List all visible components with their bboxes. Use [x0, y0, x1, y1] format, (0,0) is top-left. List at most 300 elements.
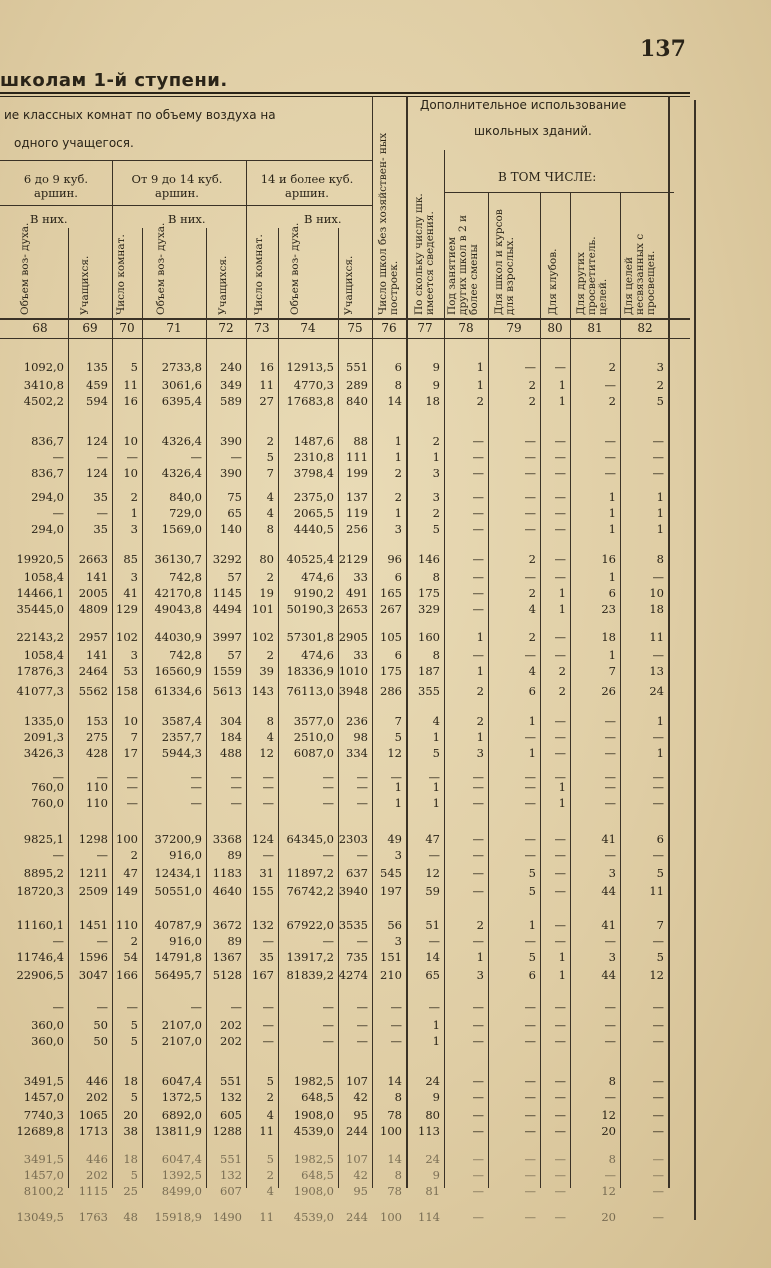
table-cell: — — [524, 848, 536, 862]
table-cell: 5 — [130, 360, 138, 374]
column-number: 76 — [381, 321, 397, 335]
table-cell: 1058,4 — [23, 648, 64, 662]
table-cell: 294,0 — [31, 522, 64, 536]
table-cell: 22143,2 — [16, 630, 64, 644]
table-cell: 202 — [220, 1018, 242, 1032]
table-cell: 27 — [259, 394, 274, 408]
table-cell: 35445,0 — [16, 602, 64, 616]
table-cell: 1 — [558, 378, 566, 392]
table-cell: 3940 — [338, 884, 368, 898]
table-cell: 1 — [432, 780, 440, 794]
table-cell: — — [652, 1074, 664, 1088]
table-cell: — — [96, 848, 108, 862]
table-cell: 1372,5 — [161, 1090, 202, 1104]
table-cell: — — [652, 730, 664, 744]
table-cell: 840 — [346, 394, 368, 408]
table-cell: 14 — [387, 1152, 402, 1166]
table-cell: — — [652, 466, 664, 480]
table-cell: — — [230, 450, 242, 464]
table-cell: — — [230, 770, 242, 784]
table-cell: — — [126, 770, 138, 784]
table-cell: 199 — [346, 466, 368, 480]
table-cell: 56495,7 — [154, 968, 202, 982]
table-cell: 42170,8 — [154, 586, 202, 600]
table-cell: — — [524, 1034, 536, 1048]
table-cell: 2005 — [78, 586, 108, 600]
table-cell: 1 — [476, 360, 484, 374]
table-cell: 151 — [380, 950, 402, 964]
table-cell: 3 — [656, 360, 664, 374]
table-cell: 1 — [476, 378, 484, 392]
table-cell: — — [190, 450, 202, 464]
table-cell: 5613 — [212, 684, 242, 698]
table-cell: — — [472, 450, 484, 464]
table-cell: 4326,4 — [161, 434, 202, 448]
table-cell: 132 — [252, 918, 274, 932]
table-cell: 5 — [266, 1074, 274, 1088]
table-cell: 240 — [220, 360, 242, 374]
table-cell: 49043,8 — [154, 602, 202, 616]
table-cell: — — [604, 1090, 616, 1104]
table-cell: — — [652, 1090, 664, 1104]
table-cell: — — [604, 934, 616, 948]
table-cell: — — [554, 1090, 566, 1104]
table-cell: 2957 — [78, 630, 108, 644]
table-cell: 607 — [220, 1184, 242, 1198]
table-cell: 9190,2 — [293, 586, 334, 600]
col-air-volume-2: Объем воз- духа. — [155, 222, 167, 315]
table-cell: 51 — [425, 918, 440, 932]
col-students-2: Учащихся. — [217, 255, 229, 315]
table-cell: — — [652, 1108, 664, 1122]
table-cell: 119 — [346, 506, 368, 520]
table-cell: 210 — [380, 968, 402, 982]
table-cell: 1 — [558, 602, 566, 616]
column-number: 71 — [166, 321, 182, 335]
table-cell: 61334,6 — [154, 684, 202, 698]
table-cell: — — [322, 934, 334, 948]
table-cell: — — [472, 1152, 484, 1166]
table-cell: 545 — [380, 866, 402, 880]
table-cell: — — [52, 1000, 64, 1014]
table-cell: — — [554, 832, 566, 846]
table-cell: 9 — [432, 378, 440, 392]
table-cell: 1 — [656, 506, 664, 520]
table-cell: — — [604, 746, 616, 760]
table-cell: 2509 — [78, 884, 108, 898]
table-cell: — — [52, 450, 64, 464]
table-cell: — — [554, 1074, 566, 1088]
table-cell: 9 — [432, 360, 440, 374]
table-cell: — — [356, 848, 368, 862]
table-cell: — — [322, 1000, 334, 1014]
table-cell: 100 — [380, 1210, 402, 1224]
table-cell: 8 — [266, 714, 274, 728]
table-cell: — — [472, 780, 484, 794]
table-cell: — — [52, 770, 64, 784]
table-cell: — — [554, 1124, 566, 1138]
table-cell: — — [262, 934, 274, 948]
table-cell: 6 — [656, 832, 664, 846]
table-cell: 132 — [220, 1168, 242, 1182]
col-known: По скольку числу шк. имеется сведения. — [413, 193, 436, 315]
table-cell: 2 — [608, 394, 616, 408]
table-cell: — — [554, 934, 566, 948]
table-cell: 14 — [425, 950, 440, 964]
table-cell: 7 — [608, 664, 616, 678]
table-cell: 8895,2 — [23, 866, 64, 880]
table-cell: 141 — [86, 570, 108, 584]
table-cell: — — [472, 848, 484, 862]
table-cell: 100 — [116, 832, 138, 846]
table-cell: 4 — [528, 602, 536, 616]
table-cell: 3410,8 — [23, 378, 64, 392]
col-rooms-3: Число комнат. — [253, 234, 265, 315]
table-cell: 2733,8 — [161, 360, 202, 374]
table-cell: 102 — [252, 630, 274, 644]
table-cell: — — [524, 780, 536, 794]
table-cell: 50551,0 — [154, 884, 202, 898]
table-cell: — — [604, 1168, 616, 1182]
table-cell: — — [524, 1000, 536, 1014]
table-cell: — — [472, 586, 484, 600]
table-cell: — — [96, 450, 108, 464]
table-cell: 2 — [130, 934, 138, 948]
table-cell: 8499,0 — [161, 1184, 202, 1198]
table-cell: 175 — [418, 586, 440, 600]
table-cell: 1763 — [78, 1210, 108, 1224]
table-cell: 1 — [608, 490, 616, 504]
table-cell: 67922,0 — [286, 918, 334, 932]
table-cell: 20 — [601, 1124, 616, 1138]
table-cell: 1982,5 — [293, 1152, 334, 1166]
table-cell: 101 — [252, 602, 274, 616]
table-cell: — — [652, 848, 664, 862]
table-cell: 8 — [608, 1152, 616, 1166]
table-cell: 2 — [432, 506, 440, 520]
table-cell: 6 — [608, 586, 616, 600]
table-cell: 3368 — [212, 832, 242, 846]
table-cell: 56 — [387, 918, 402, 932]
table-cell: 110 — [86, 780, 108, 794]
table-cell: 78 — [387, 1108, 402, 1122]
table-cell: — — [524, 1074, 536, 1088]
table-cell: 6 — [394, 360, 402, 374]
table-cell: 132 — [220, 1090, 242, 1104]
table-cell: 488 — [220, 746, 242, 760]
col-rooms-2: Число комнат. — [115, 234, 127, 315]
table-cell: 12689,8 — [16, 1124, 64, 1138]
table-cell: 65 — [227, 506, 242, 520]
table-cell: 88 — [353, 434, 368, 448]
table-cell: — — [604, 466, 616, 480]
table-cell: 36130,7 — [154, 552, 202, 566]
table-cell: 13049,5 — [16, 1210, 64, 1224]
table-cell: 155 — [252, 884, 274, 898]
table-cell: — — [524, 730, 536, 744]
table-cell: 4 — [266, 506, 274, 520]
table-cell: 1288 — [212, 1124, 242, 1138]
running-head: школам 1-й ступени. — [0, 70, 228, 91]
table-cell: 16560,9 — [154, 664, 202, 678]
table-cell: 2375,0 — [293, 490, 334, 504]
table-cell: — — [52, 934, 64, 948]
table-cell: 2 — [476, 394, 484, 408]
table-cell: 2 — [266, 434, 274, 448]
table-cell: 4539,0 — [293, 1210, 334, 1224]
table-cell: — — [524, 648, 536, 662]
table-cell: 42 — [353, 1090, 368, 1104]
table-cell: — — [428, 1000, 440, 1014]
table-cell: 1487,6 — [293, 434, 334, 448]
table-cell: — — [472, 1124, 484, 1138]
additional-use-title-2: школьных зданий. — [474, 124, 592, 138]
table-cell: 50 — [93, 1034, 108, 1048]
table-cell: 38 — [123, 1124, 138, 1138]
table-cell: 1335,0 — [23, 714, 64, 728]
table-cell: 31 — [259, 866, 274, 880]
table-cell: 1 — [656, 746, 664, 760]
table-cell: — — [554, 714, 566, 728]
table-cell: 11897,2 — [286, 866, 334, 880]
table-cell: 1 — [558, 394, 566, 408]
table-cell: — — [554, 884, 566, 898]
table-cell: 474,6 — [301, 648, 334, 662]
table-cell: — — [356, 1000, 368, 1014]
table-cell: — — [652, 434, 664, 448]
table-cell: — — [554, 848, 566, 862]
column-number: 73 — [254, 321, 270, 335]
table-cell: 11 — [649, 630, 664, 644]
table-cell: 1596 — [78, 950, 108, 964]
table-cell: 1 — [432, 1034, 440, 1048]
table-cell: — — [524, 360, 536, 374]
table-cell: — — [190, 1000, 202, 1014]
table-cell: 11160,1 — [16, 918, 64, 932]
table-cell: — — [472, 884, 484, 898]
table-cell: 428 — [86, 746, 108, 760]
table-cell: 42 — [353, 1168, 368, 1182]
table-cell: 2129 — [338, 552, 368, 566]
column-number: 72 — [218, 321, 234, 335]
table-cell: 637 — [346, 866, 368, 880]
table-cell: — — [604, 780, 616, 794]
table-cell: — — [524, 832, 536, 846]
table-cell: 35 — [93, 490, 108, 504]
table-cell: — — [524, 1018, 536, 1032]
table-cell: 110 — [116, 918, 138, 932]
table-cell: 18720,3 — [16, 884, 64, 898]
table-cell: 760,0 — [31, 780, 64, 794]
table-cell: 41077,3 — [16, 684, 64, 698]
table-cell: 8 — [432, 648, 440, 662]
table-cell: 2107,0 — [161, 1034, 202, 1048]
table-cell: — — [472, 570, 484, 584]
table-cell: — — [524, 506, 536, 520]
table-cell: 10 — [123, 714, 138, 728]
table-cell: — — [604, 796, 616, 810]
table-cell: 360,0 — [31, 1034, 64, 1048]
table-cell: — — [524, 490, 536, 504]
table-cell: 2653 — [338, 602, 368, 616]
column-number: 75 — [347, 321, 363, 335]
table-cell: — — [472, 1168, 484, 1182]
table-cell: — — [230, 780, 242, 794]
table-cell: — — [322, 770, 334, 784]
table-cell: 5 — [528, 866, 536, 880]
table-cell: 47 — [425, 832, 440, 846]
table-cell: 6087,0 — [293, 746, 334, 760]
table-cell: 3061,6 — [161, 378, 202, 392]
page-number: 137 — [640, 36, 686, 62]
table-cell: — — [190, 796, 202, 810]
table-cell: — — [554, 866, 566, 880]
table-cell: 15918,9 — [154, 1210, 202, 1224]
table-cell: 64345,0 — [286, 832, 334, 846]
table-cell: 3587,4 — [161, 714, 202, 728]
table-cell: — — [554, 730, 566, 744]
table-cell: 100 — [380, 1124, 402, 1138]
table-cell: 4 — [266, 730, 274, 744]
table-cell: 11 — [259, 378, 274, 392]
table-cell: 57 — [227, 570, 242, 584]
table-cell: 360,0 — [31, 1018, 64, 1032]
table-cell: 594 — [86, 394, 108, 408]
table-cell: — — [652, 1152, 664, 1166]
table-cell: — — [428, 848, 440, 862]
table-cell: 95 — [353, 1108, 368, 1122]
table-cell: 1 — [558, 968, 566, 982]
table-cell: — — [322, 796, 334, 810]
table-cell: 167 — [252, 968, 274, 982]
table-cell: 1 — [394, 796, 402, 810]
table-cell: 2091,3 — [23, 730, 64, 744]
table-cell: 256 — [346, 522, 368, 536]
table-cell: 2 — [558, 684, 566, 698]
table-cell: 589 — [220, 394, 242, 408]
table-cell: — — [652, 1210, 664, 1224]
in-total-including: В ТОМ ЧИСЛЕ: — [498, 170, 597, 184]
table-cell: 2303 — [338, 832, 368, 846]
table-cell: 49 — [387, 832, 402, 846]
table-cell: 4 — [432, 714, 440, 728]
table-cell: 2 — [432, 434, 440, 448]
table-cell: — — [262, 1034, 274, 1048]
table-cell: 6892,0 — [161, 1108, 202, 1122]
table-cell: 187 — [418, 664, 440, 678]
table-cell: 4326,4 — [161, 466, 202, 480]
table-cell: 916,0 — [169, 848, 202, 862]
table-cell: 17 — [123, 746, 138, 760]
additional-use-title-1: Дополнительное использование — [420, 98, 627, 112]
table-cell: — — [524, 1124, 536, 1138]
table-cell: — — [230, 1000, 242, 1014]
table-cell: — — [230, 796, 242, 810]
table-cell: 24 — [425, 1074, 440, 1088]
table-cell: 1457,0 — [23, 1168, 64, 1182]
table-cell: 3 — [394, 522, 402, 536]
table-cell: 153 — [86, 714, 108, 728]
table-cell: 3 — [476, 968, 484, 982]
table-cell: 4440,5 — [293, 522, 334, 536]
table-cell: 80 — [259, 552, 274, 566]
table-cell: 143 — [252, 684, 274, 698]
table-cell: 5 — [432, 746, 440, 760]
table-cell: — — [524, 434, 536, 448]
table-cell: — — [390, 1018, 402, 1032]
table-cell: 1 — [656, 522, 664, 536]
table-cell: 48 — [123, 1210, 138, 1224]
group-header-2: От 9 до 14 куб. аршин. — [131, 172, 223, 200]
table-cell: 12 — [601, 1108, 616, 1122]
table-cell: 1 — [130, 506, 138, 520]
table-cell: 18336,9 — [286, 664, 334, 678]
table-cell: — — [472, 866, 484, 880]
table-cell: — — [472, 552, 484, 566]
table-cell: 4494 — [212, 602, 242, 616]
table-cell: 20 — [601, 1210, 616, 1224]
table-cell: 8 — [608, 1074, 616, 1088]
table-cell: 1 — [394, 450, 402, 464]
table-cell: — — [472, 1000, 484, 1014]
column-number: 82 — [637, 321, 653, 335]
table-cell: 3 — [130, 522, 138, 536]
table-cell: 3 — [432, 490, 440, 504]
table-cell: 57301,8 — [286, 630, 334, 644]
table-cell: 6 — [394, 570, 402, 584]
table-cell: 836,7 — [31, 434, 64, 448]
table-cell: 294,0 — [31, 490, 64, 504]
table-cell: 8 — [394, 1090, 402, 1104]
table-cell: 137 — [346, 490, 368, 504]
table-cell: 236 — [346, 714, 368, 728]
group-header-1: 6 до 9 куб. аршин. — [23, 172, 89, 200]
table-cell: — — [652, 1124, 664, 1138]
table-cell: — — [554, 1184, 566, 1198]
table-cell: 89 — [227, 934, 242, 948]
table-cell: — — [472, 434, 484, 448]
vrule-outer — [694, 100, 696, 1220]
column-number: 78 — [458, 321, 474, 335]
table-cell: 14466,1 — [16, 586, 64, 600]
table-cell: 8 — [394, 1168, 402, 1182]
table-cell: 1 — [608, 648, 616, 662]
table-cell: 1 — [476, 950, 484, 964]
table-cell: 474,6 — [301, 570, 334, 584]
table-cell: — — [604, 714, 616, 728]
table-cell: 105 — [380, 630, 402, 644]
table-cell: 742,8 — [169, 570, 202, 584]
col-no-farm: Число школ без хозяйствен- ных построек. — [377, 132, 400, 315]
table-cell: — — [96, 934, 108, 948]
table-cell: 158 — [116, 684, 138, 698]
table-cell: 76742,2 — [286, 884, 334, 898]
table-cell: 1 — [558, 796, 566, 810]
table-cell: — — [390, 1000, 402, 1014]
table-cell: 18 — [123, 1074, 138, 1088]
table-cell: 57 — [227, 648, 242, 662]
table-cell: 81839,2 — [286, 968, 334, 982]
classrooms-title-2: одного учащегося. — [14, 136, 134, 150]
table-cell: 1 — [528, 918, 536, 932]
table-cell: — — [652, 1018, 664, 1032]
table-cell: 12 — [601, 1184, 616, 1198]
table-cell: — — [472, 648, 484, 662]
table-cell: 6047,4 — [161, 1074, 202, 1088]
table-cell: — — [524, 934, 536, 948]
table-cell: 4539,0 — [293, 1124, 334, 1138]
table-cell: 1 — [528, 714, 536, 728]
